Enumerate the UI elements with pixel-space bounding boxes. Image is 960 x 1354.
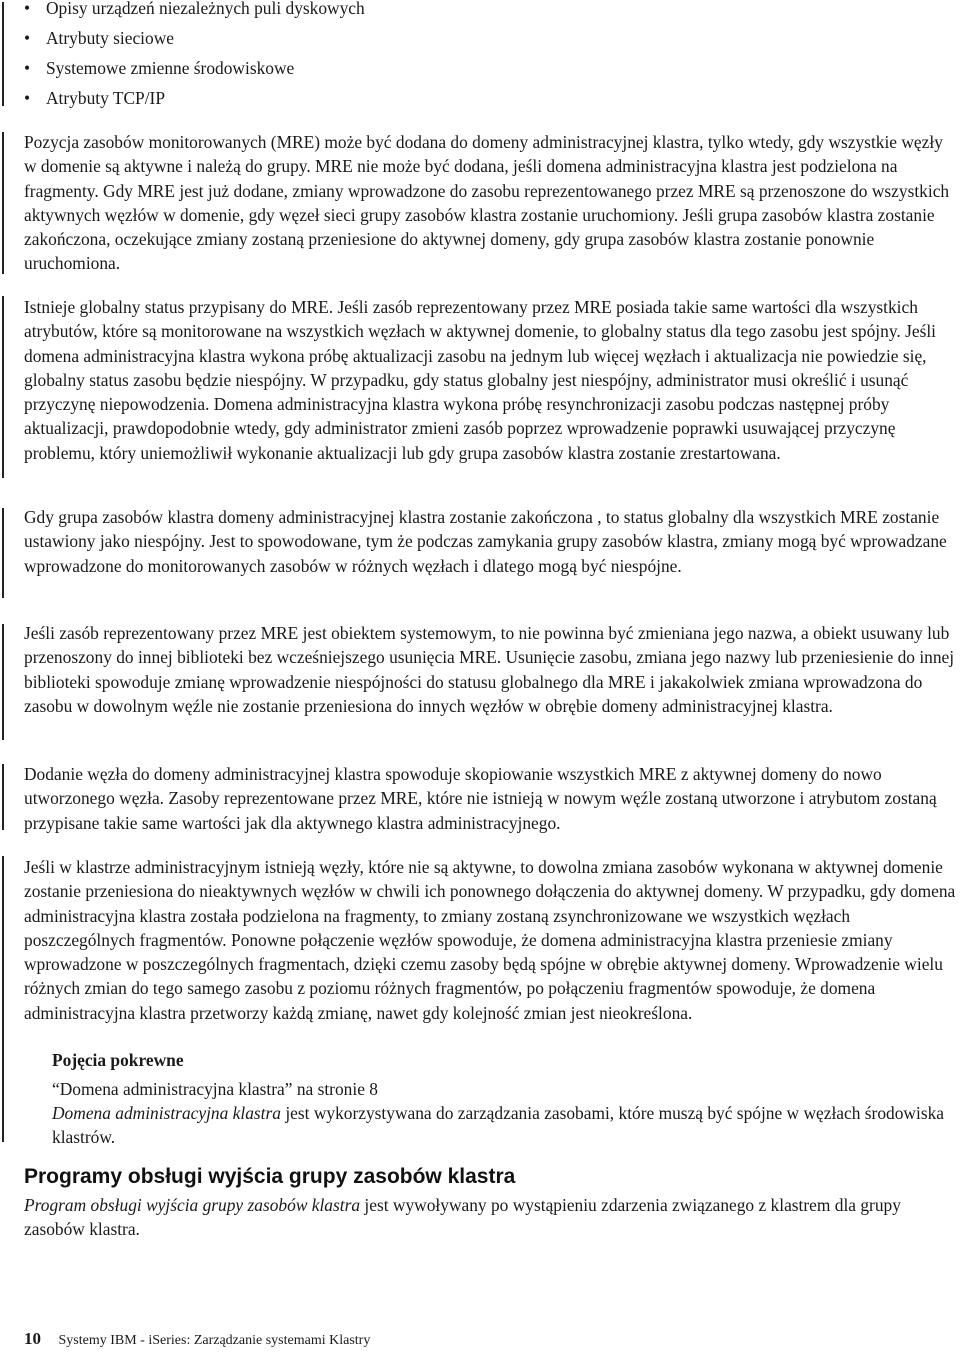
bullet-list xyxy=(24,0,958,116)
paragraph-inactive-nodes: Jeśli w klastrze administracyjnym istnieją węzły, które nie są aktywne, to dowolna zmiana zasobów wykonana w aktywnej domenie zostanie przeniesiona do nieaktywnych węzłów w chwili ich ponownego dołączenia do aktywnej domeny. W przypadku, gdy domena administracyjna klastra została podzielona na fragmenty, to zmiany zostaną zsynchronizowane we wszystkich węzłach poszczególnych fragmentów. Ponowne połączenie węzłów spowoduje, że domena administracyjna klastra przeniesie zmiany wprowadzone w poszczególnych fragmentach, dzięki czemu zasoby będą spójne w obrębie aktywnej domeny. Wprowadzenie wielu różnych zmian do tego samego zasobu z poziomu różnych fragmentów, po połączeniu fragmentów spowoduje, że domena administracyjna klastra przetworzy każdą zmianę, nawet gdy kolejność zmian jest nieokreślona. xyxy=(24,857,956,1023)
change-bar xyxy=(2,132,4,274)
related-concept-text: jest wykorzystywana do zarządzania zasobami, które muszą być spójne w węzłach środowiska klastrów. xyxy=(52,1103,944,1148)
list-item: • Opisy urządzeń niezależnych puli dyskowych xyxy=(24,0,958,26)
related-concept-description xyxy=(52,1101,958,1150)
section-title: Programy obsługi wyjścia grupy zasobów klastra xyxy=(24,1165,516,1188)
change-bar xyxy=(2,508,4,598)
section-intro-text: jest wywoływany po wystąpieniu zdarzenia związanego z klastrem dla grupy zasobów klastra. xyxy=(24,1195,901,1240)
paragraph-mre-adding: Pozycja zasobów monitorowanych (MRE) może być dodana do domeny administracyjnej klastra, tylko wtedy, gdy wszystkie węzły w domenie są aktywne i należą do grupy. MRE nie może być dodana, jeśli domena administracyjna klastra jest podzielona na fragmenty. Gdy MRE jest już dodane, zmiany wprowadzone do zasobu reprezentowanego przez MRE są przenoszone do wszystkich aktywnych węzłów w domenie, gdy węzeł sieci grupy zasobów klastra zostanie uruchomiony. Jeśli grupa zasobów klastra zostanie zakończona, oczekujące zmiany zostaną przeniesione do aktywnej domeny, gdy grupa zasobów klastra zostanie ponownie uruchomiona. xyxy=(24,132,950,274)
list-item: • Atrybuty TCP/IP xyxy=(24,86,958,116)
related-concept-link[interactable]: “Domena administracyjna klastra” na stronie 8 xyxy=(52,1079,378,1099)
page-number: 10 xyxy=(24,1329,41,1348)
change-bar xyxy=(2,624,4,740)
change-bar xyxy=(2,856,4,1142)
paragraph-crg-ended: Gdy grupa zasobów klastra domeny administracyjnej klastra zostanie zakończona , to status globalny dla wszystkich MRE zostanie ustawiony jako niespójny. Jest to spowodowane, tym że podczas zamykania grupy zasobów klastra, zmiany mogą być wprowadzane wprowadzone do monitorowanych zasobów w różnych węzłach i dlatego mogą być niespójne. xyxy=(24,507,947,576)
change-bar xyxy=(2,764,4,830)
related-concepts-heading: Pojęcia pokrewne xyxy=(52,1050,184,1070)
paragraph-global-status: Istnieje globalny status przypisany do MRE. Jeśli zasób reprezentowany przez MRE posiada takie same wartości dla wszystkich atrybutów, które są monitorowane na wszystkich węzłach w aktywnej domenie, to globalny status dla tego zasobu jest spójny. Jeśli domena administracyjna klastra wykona próbę aktualizacji zasobu na jednym lub więcej węzłach i aktualizacja nie powiedzie się, globalny status zasobu będzie niespójny. W przypadku, gdy status globalny jest niespójny, administrator musi określić i usunąć przyczynę niepowodzenia. Domena administracyjna klastra wykona próbę resynchronizacji zasobu podczas następnej próby aktualizacji, prawdopodobnie wtedy, gdy administrator zmieni zasób poprzez wprowadzenie poprawki usuwającej przyczynę problemu, który uniemożliwił wykonanie aktualizacji lub gdy grupa zasobów klastra zostanie zrestartowana. xyxy=(24,297,936,463)
section-intro xyxy=(24,1193,958,1242)
change-bar xyxy=(2,296,4,478)
change-bar xyxy=(2,2,4,106)
book-title: Systemy IBM - iSeries: Zarządzanie systemami Klastry xyxy=(58,1333,371,1348)
section-intro-term: Program obsługi wyjścia grupy zasobów klastra xyxy=(24,1195,361,1215)
related-concept-term: Domena administracyjna klastra xyxy=(52,1103,281,1123)
list-item: • Systemowe zmienne środowiskowe xyxy=(24,56,958,86)
list-item: • Atrybuty sieciowe xyxy=(24,26,958,56)
paragraph-system-object: Jeśli zasób reprezentowany przez MRE jest obiektem systemowym, to nie powinna być zmieniana jego nazwa, a obiekt usuwany lub przenoszony do innej biblioteki bez wcześniejszego usunięcia MRE. Usunięcie zasobu, zmiana jego nazwy lub przeniesienie do innej biblioteki spowoduje zmianę wprowadzenie niespójności do statusu globalnego dla MRE i jakakolwiek zmiana wprowadzona do zasobu w dowolnym węźle nie zostanie przeniesiona do innych węzłów w obrębie domeny administracyjnej klastra. xyxy=(24,623,955,716)
page-footer xyxy=(24,1330,370,1350)
paragraph-adding-node: Dodanie węzła do domeny administracyjnej klastra spowoduje skopiowanie wszystkich MRE z aktywnej domeny do nowo utworzonego węzła. Zasoby reprezentowane przez MRE, które nie istnieją w nowym węźle zostaną utworzone i atrybutom zostaną przypisane takie same wartości jak dla aktywnego klastra administracyjnego. xyxy=(24,764,937,833)
